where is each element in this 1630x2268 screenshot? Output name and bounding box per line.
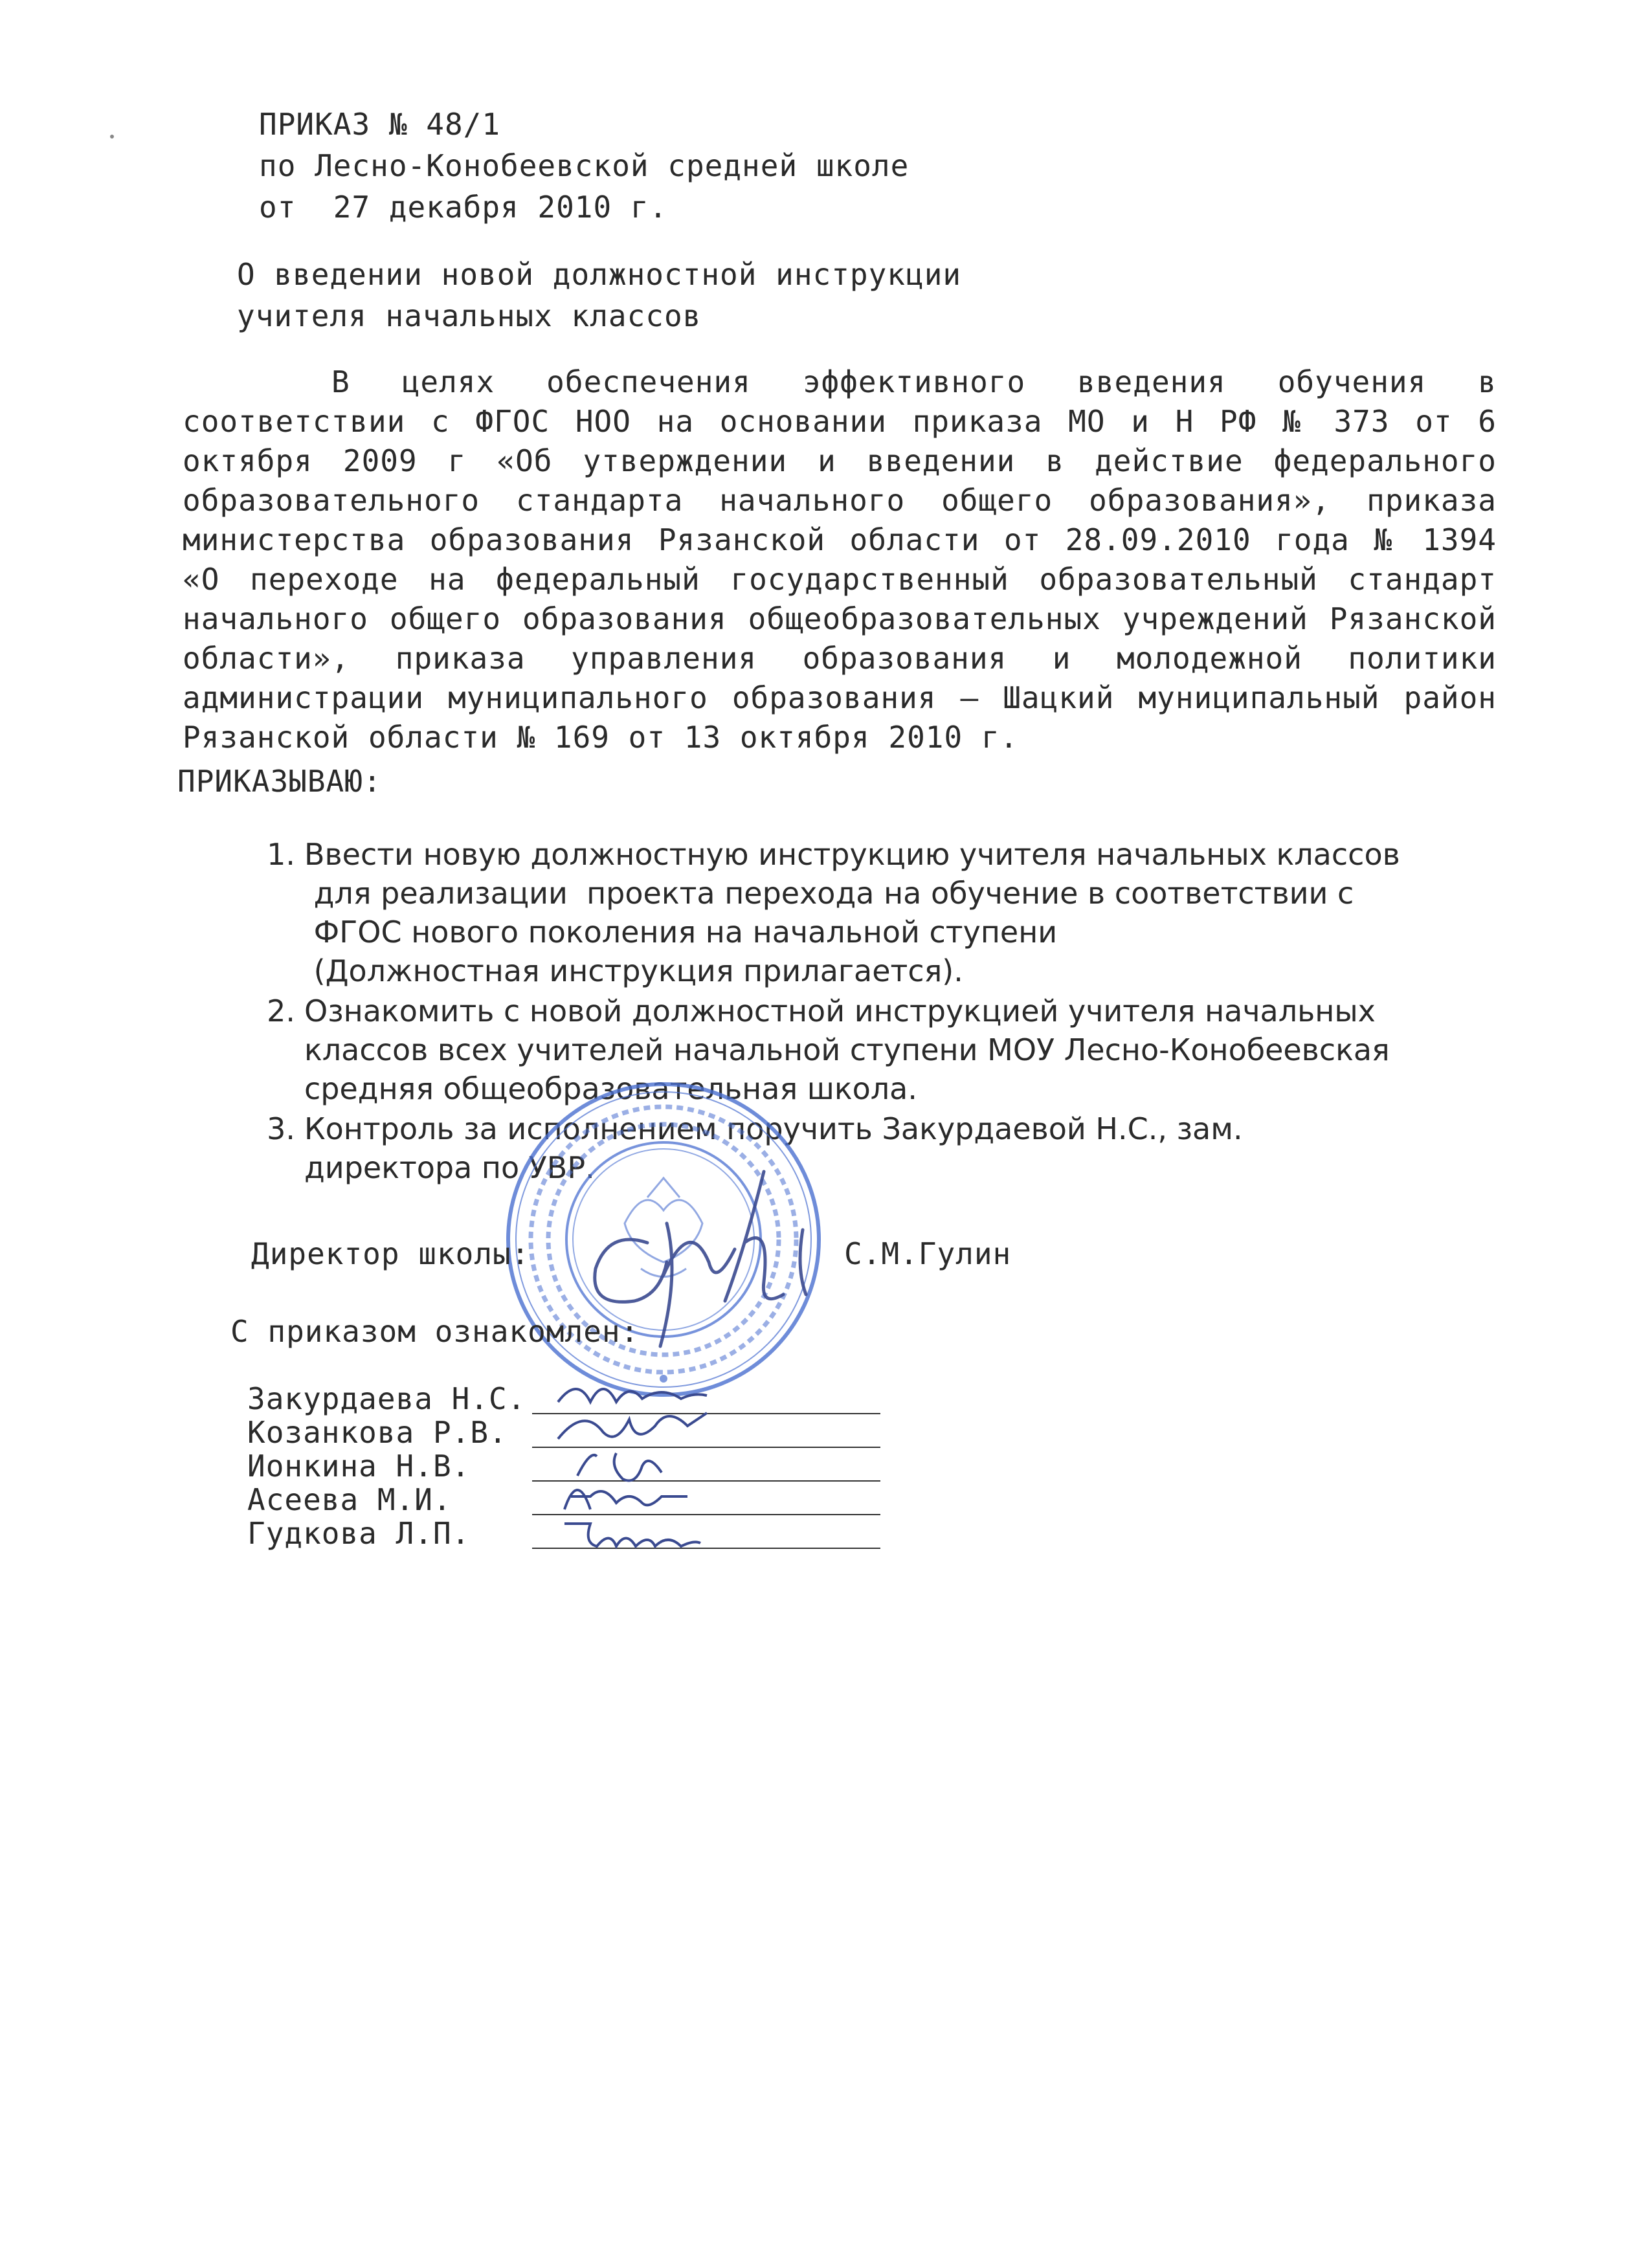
order-items — [246, 835, 1515, 1187]
item-number: 3. — [267, 1111, 295, 1146]
scan-speck — [110, 135, 114, 139]
item-line: Ввести новую должностную инструкцию учителя начальных классов — [304, 837, 1400, 872]
signer-row — [247, 1517, 526, 1550]
signer-row — [247, 1449, 526, 1483]
subject-line-1: О введении новой должностной инструкции — [237, 257, 962, 292]
order-subject — [237, 254, 961, 337]
director-role: Директор школы: — [251, 1236, 530, 1271]
signer-row — [247, 1382, 526, 1416]
signer-row — [247, 1483, 526, 1517]
signer-name: Закурдаева Н.С. — [247, 1381, 526, 1416]
order-preamble — [183, 362, 1497, 757]
item-line: директора по УВР. — [304, 1150, 595, 1185]
item-line: ФГОС нового поколения на начальной ступени — [304, 915, 1058, 950]
order-school: по Лесно-Конобеевской средней школе — [259, 148, 910, 183]
order-item-1 — [246, 835, 1515, 990]
item-line: Контроль за исполнением поручить Закурдаевой Н.С., зам. — [304, 1111, 1243, 1146]
signer-name: Козанкова Р.В. — [247, 1415, 508, 1450]
signer-row — [247, 1416, 526, 1449]
order-directive: ПРИКАЗЫВАЮ: — [177, 764, 382, 799]
order-date: от 27 декабря 2010 г. — [259, 190, 668, 225]
item-number: 2. — [267, 994, 295, 1028]
order-number: ПРИКАЗ № 48/1 — [259, 107, 501, 142]
signers-list — [247, 1382, 526, 1550]
item-line: средняя общеобразовательная школа. — [304, 1071, 917, 1106]
order-header — [259, 104, 909, 228]
handwritten-signature-icon — [552, 1507, 759, 1553]
signer-name: Гудкова Л.П. — [247, 1516, 471, 1551]
item-line: (Должностная инструкция прилагается). — [304, 953, 963, 988]
item-number: 1. — [267, 837, 295, 872]
signer-name: Ионкина Н.В. — [247, 1449, 471, 1484]
subject-line-2: учителя начальных классов — [237, 298, 702, 333]
preamble-paragraph: В целях обеспечения эффективного введения обучения в соответствии с ФГОС НОО на основании приказа МО и Н РФ № 373 от 6 октября 2009 г «Об утверждении и введении в действие федерального образовательного стандарта начального общего образования», приказа министерства образования Рязанской области от 28.09.2010 года № 1394 «О переходе на федеральный государственный образовательный стандарт начального общего образования общеобразовательных учреждений Рязанской области», приказа управления образования и молодежной политики администрации муниципального образования – Шацкий муниципальный район Рязанской области № 169 от 13 октября 2010 г. — [183, 364, 1497, 755]
order-item-2 — [246, 992, 1515, 1108]
signer-name: Асеева М.И. — [247, 1482, 452, 1517]
item-line: Ознакомить с новой должностной инструкцией учителя начальных — [304, 994, 1376, 1028]
item-line: для реализации проекта перехода на обучение в соответствии с — [304, 876, 1354, 911]
item-line: классов всех учителей начальной ступени МОУ Лесно-Конобеевская — [304, 1032, 1390, 1067]
order-item-3 — [246, 1109, 1515, 1187]
acknowledged-heading: С приказом ознакомлен: — [230, 1314, 640, 1349]
director-name: С.М.Гулин — [844, 1236, 1012, 1271]
